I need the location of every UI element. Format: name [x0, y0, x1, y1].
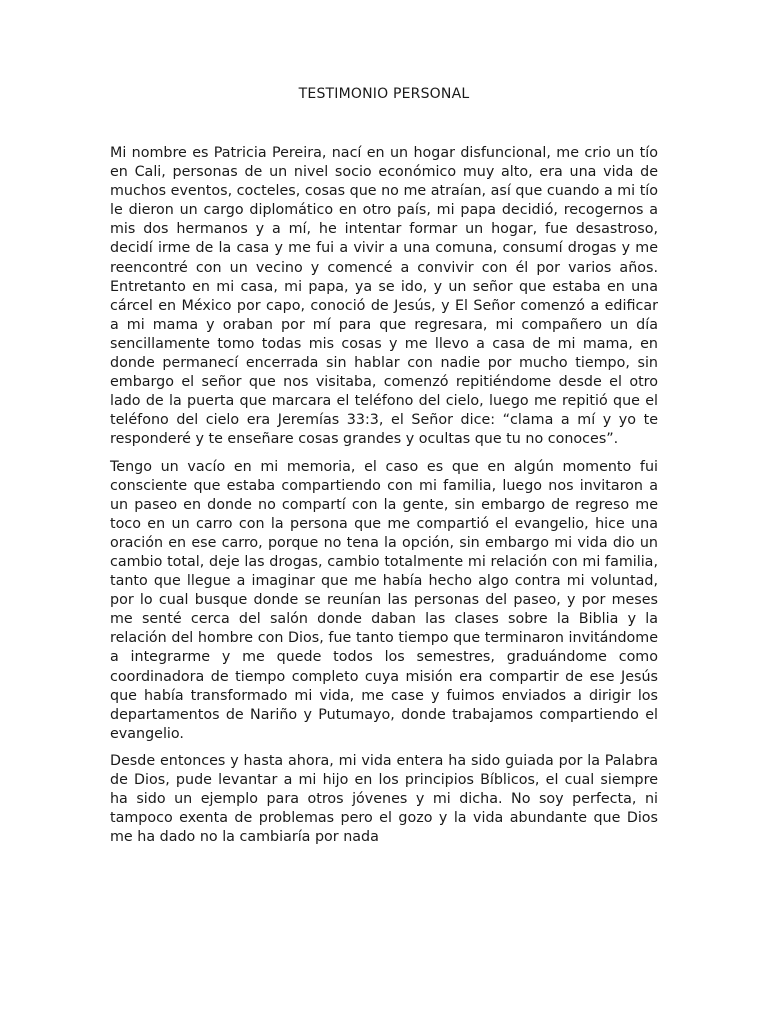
- paragraph-1: Mi nombre es Patricia Pereira, nací en un hogar disfuncional, me crio un tío en Cali, personas de un nivel socio económico muy alto, era una vida de muchos eventos, cocteles, cosas que no me atraían, así que cuando a mi tío le dieron un cargo diplomático en otro país, mi papa decidió, recogernos a mis dos hermanos y a mí, he intentar formar un hogar, fue desastroso, decidí irme de la casa y me fui a vivir a una comuna, consumí drogas y me reencontré con un vecino y comencé a convivir con él por varios años. Entretanto en mi casa, mi papa, ya se ido, y un señor que estaba en una cárcel en México por capo, conoció de Jesús, y El Señor comenzó a edificar a mi mama y oraban por mí para que regresara, mi compañero un día sencillamente tomo todas mis cosas y me llevo a casa de mi mama, en donde permanecí encerrada sin hablar con nadie por mucho tiempo, sin embargo el señor que nos visitaba, comenzó repitiéndome desde el otro lado de la puerta que marcara el teléfono del cielo, luego me repitió que el teléfono del cielo era Jeremías 33:3, el Señor dice: “clama a mí y yo te responderé y te enseñare cosas grandes y ocultas que tu no conoces”.: [110, 145, 659, 448]
- document-title: TESTIMONIO PERSONAL: [298, 86, 470, 102]
- paragraph-3: Desde entonces y hasta ahora, mi vida entera ha sido guiada por la Palabra de Dios, pude levantar a mi hijo en los principios Bíblicos, el cual siempre ha sido un ejemplo para otros jóvenes y mi dicha. No soy perfecta, ni tampoco exenta de problemas pero el gozo y la vida abundante que Dios me ha dado no la cambiaría por nada: [110, 752, 658, 846]
- paragraph-2: Tengo un vacío en mi memoria, el caso es que en algún momento fui consciente que estaba compartiendo con mi familia, luego nos invitaron a un paseo en donde no compartí con la gente, sin embargo de regreso me toco en un carro con la persona que me compartió el evangelio, hice una oración en ese carro, porque no tena la opción, sin embargo mi vida dio un cambio total, deje las drogas, cambio totalmente mi relación con mi familia, tanto que llegue a imaginar que me había hecho algo contra mi voluntad, por lo cual busque donde se reunían las personas del paseo, y por meses me senté cerca del salón donde daban las clases sobre la Biblia y la relación del hombre con Dios, fue tanto tiempo que terminaron invitándome a integrarme y me quede todos los semestres, graduándome como coordinadora de tiempo completo cuya misión era compartir de ese Jesús que había transformado mi vida, me case y fuimos enviados a dirigir los departamentos de Nariño y Putumayo, donde trabajamos compartiendo el evangelio.: [110, 458, 658, 742]
